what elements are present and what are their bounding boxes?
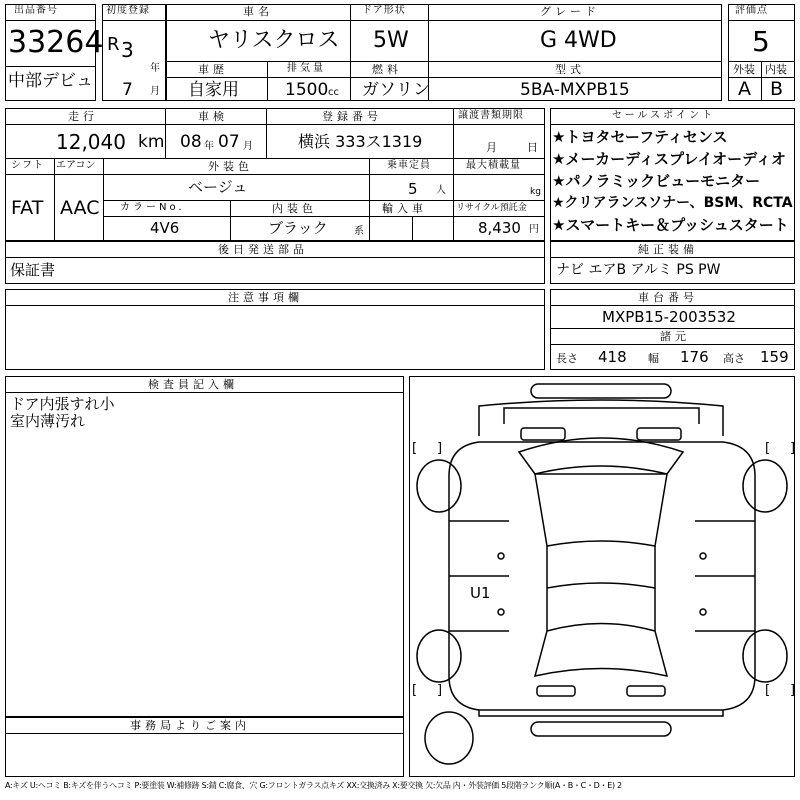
- car-diagram: [409, 376, 795, 777]
- length: 418: [598, 348, 627, 366]
- wheel-rear-right: [743, 630, 787, 682]
- shift-type: FAT: [11, 197, 44, 219]
- color-number: 4V6: [150, 219, 180, 237]
- score: 5: [752, 25, 770, 58]
- inspector-comment-2: 室内薄汚れ: [10, 412, 86, 430]
- mileage-unit: km: [138, 132, 165, 152]
- mileage: 12,040: [56, 130, 126, 154]
- chassis-number-label: 車台番号: [638, 291, 698, 304]
- inspector-comment-1: ドア内張すれ小: [10, 395, 115, 413]
- score-label: 評価点: [735, 5, 768, 16]
- capacity-label: 乗車定員: [387, 160, 431, 171]
- first-registration-label: 初度登録: [106, 5, 150, 16]
- selling-points-label: セールスポイント: [612, 110, 716, 121]
- deadline-day-unit: 日: [527, 141, 538, 154]
- color-no-label: カラーNo.: [120, 202, 185, 213]
- rear-bumper: [531, 722, 671, 736]
- bracket-open-left: [: [412, 441, 418, 456]
- interior-color-suffix: 系: [354, 226, 364, 237]
- max-load-unit: kg: [530, 187, 541, 197]
- chassis-number: MXPB15-2003532: [602, 308, 736, 326]
- recycle-fee: 8,430: [478, 219, 521, 237]
- specs-label: 諸元: [660, 330, 690, 343]
- office-info-label: 事務局よりご案内: [130, 719, 250, 732]
- fuel-type: ガソリン: [362, 80, 430, 100]
- factory-equipment: ナビ エアB アルミ PS PW: [556, 262, 721, 278]
- max-load-label: 最大積載量: [466, 160, 521, 171]
- width-label: 幅: [648, 352, 659, 365]
- bracket-open-rear-right: [: [765, 683, 771, 698]
- factory-equipment-label: 純正装備: [638, 243, 698, 256]
- front-bumper: [531, 384, 671, 398]
- inspection-label: 車検: [198, 110, 228, 123]
- selling-point-4: ★クリアランスソナー、BSM、RCTA: [552, 195, 793, 211]
- wheel-rear-left: [417, 630, 461, 682]
- capacity: 5: [408, 180, 418, 198]
- inspection-month-unit: 月: [243, 141, 253, 152]
- interior-grade: B: [770, 78, 784, 100]
- bracket-open-rear-left: [: [412, 683, 418, 698]
- width: 176: [680, 348, 709, 366]
- aircon-label: エアコン: [56, 160, 96, 171]
- year-unit: 年: [150, 63, 160, 74]
- exterior-color: ベージュ: [188, 178, 248, 196]
- exterior-grade: A: [738, 78, 751, 100]
- aircon-type: AAC: [60, 197, 100, 219]
- bracket-close-rear-right: ]: [790, 683, 796, 698]
- bracket-open-right: [: [765, 441, 771, 456]
- model-code: 5BA-MXPB15: [520, 80, 630, 100]
- door-label: ドア形状: [362, 5, 406, 16]
- fuel-label: 燃料: [372, 63, 402, 76]
- mileage-label: 走行: [68, 110, 98, 123]
- wheel-front-left: [417, 460, 461, 512]
- windshield: [519, 438, 683, 474]
- inspection-year-unit: 年: [204, 141, 214, 152]
- registration-number: 横浜 333ス1319: [298, 132, 423, 151]
- inspection-month: 07: [218, 132, 240, 152]
- selling-point-3: ★パノラミックビューモニター: [552, 172, 761, 190]
- car-name: ヤリスクロス: [208, 28, 340, 53]
- history-label: 車歴: [198, 63, 228, 76]
- legend: A:キズ U:ヘコミ B:キズを伴うヘコミ P:要塗装 W:補修跡 S:錆 C:腐食、穴 G:フロントガラス点キズ XX:交換済み X:要交換 欠:欠品 内・外装評価 5段階ランク順(A・B・C・D・E) 2: [5, 781, 622, 790]
- bracket-close-rear-left: ]: [437, 683, 443, 698]
- bracket-close-left: ]: [437, 441, 443, 456]
- bracket-close-right: ]: [790, 441, 796, 456]
- reg-number-label: 登録番号: [322, 110, 382, 123]
- displacement-label: 排気量: [287, 63, 326, 74]
- recycle-unit: 円: [529, 224, 539, 235]
- height: 159: [760, 348, 789, 366]
- month-unit: 月: [150, 86, 160, 97]
- interior-grade-label: 内装: [765, 63, 787, 76]
- car-name-label: 車名: [243, 5, 273, 18]
- hood: [479, 400, 723, 436]
- accessories-label: 後日発送部品: [218, 243, 308, 256]
- venue-name: 中部デビュ: [8, 71, 93, 91]
- deadline-month-unit: 月: [486, 141, 497, 154]
- selling-point-5: ★スマートキー＆プッシュスタート: [552, 216, 789, 234]
- displacement: 1500: [285, 80, 329, 100]
- registration-year: 3: [121, 38, 134, 62]
- door-type: 5W: [373, 28, 409, 53]
- wheel-front-right: [743, 460, 787, 512]
- length-label: 長さ: [556, 352, 578, 365]
- capacity-unit: 人: [436, 185, 446, 196]
- car-history: 自家用: [188, 80, 239, 100]
- shift-label: シフト: [11, 160, 44, 171]
- registration-month: 7: [122, 80, 133, 100]
- exterior-grade-label: 外装: [733, 63, 755, 76]
- spare-wheel: [425, 712, 473, 764]
- roof: [535, 474, 667, 546]
- recycle-label: リサイクル預託金: [456, 203, 527, 213]
- notes-label: 注意事項欄: [228, 291, 303, 304]
- interior-color: ブラック: [268, 219, 328, 237]
- grade: G 4WD: [540, 28, 617, 53]
- era-letter: R: [107, 34, 120, 55]
- lot-number: 33264: [8, 25, 104, 60]
- displacement-unit: cc: [328, 87, 339, 98]
- accessories: 保証書: [10, 261, 56, 279]
- ext-color-label: 外装色: [208, 160, 253, 173]
- transfer-deadline-label: 譲渡書類期限: [458, 110, 524, 121]
- height-label: 高さ: [723, 352, 745, 365]
- rear-window: [535, 624, 667, 677]
- import-label: 輸入車: [382, 202, 427, 215]
- inspector-label: 検査員記入欄: [148, 378, 238, 391]
- lot-number-label: 出品番号: [14, 5, 58, 16]
- grade-label: グレード: [540, 5, 600, 18]
- selling-point-1: ★トヨタセーフティセンス: [552, 128, 728, 146]
- damage-mark-u1: U1: [470, 584, 491, 602]
- selling-point-2: ★メーカーディスプレイオーディオ: [552, 150, 786, 168]
- model-code-label: 型式: [555, 63, 585, 76]
- inspection-year: 08: [180, 132, 202, 152]
- int-color-label: 内装色: [272, 202, 317, 215]
